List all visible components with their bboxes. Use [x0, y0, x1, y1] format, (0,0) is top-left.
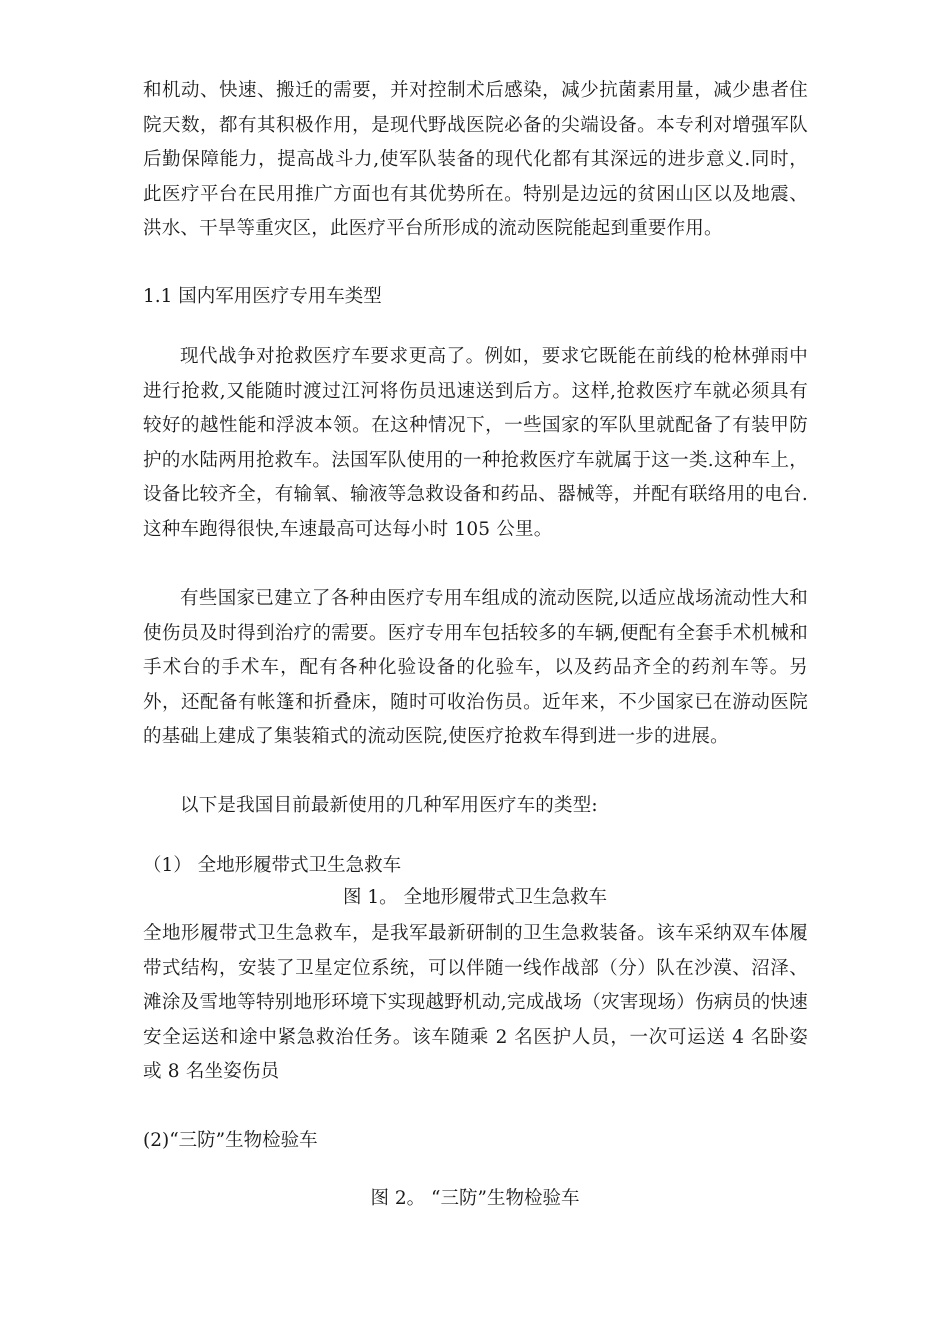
item-heading-2: (2)“三防”生物检验车: [143, 1130, 318, 1151]
paragraph-types-intro: 以下是我国目前最新使用的几种军用医疗车的类型:: [180, 795, 598, 816]
figure-caption-1: 图 1。 全地形履带式卫生急救车: [342, 887, 608, 908]
paragraph-mobile-hospital: 有些国家已建立了各种由医疗专用车组成的流动医院,以适应战场流动性大和使伤员及时得到治疗的需要。医疗专用车包括较多的车辆,便配有全套手术机械和手术台的手术车，配有各种化验设备的化验车，以及药品齐全的药剂车等。另外，还配备有帐篷和折叠床，随时可收治伤员。近年来，不少国家已在游动医院的基础上建成了集装箱式的流动医院,使医疗抢救车得到进一步的进展。: [143, 588, 808, 747]
section-heading: 1.1 国内军用医疗专用车类型: [143, 286, 382, 307]
intro-paragraph: 和机动、快速、搬迁的需要，并对控制术后感染，减少抗菌素用量，减少患者住院天数，都有其积极作用，是现代野战医院必备的尖端设备。本专利对增强军队后勤保障能力，提高战斗力,使军队装备的现代化都有其深远的进步意义.同时，此医疗平台在民用推广方面也有其优势所在。特别是边远的贫困山区以及地震、洪水、干旱等重灾区，此医疗平台所形成的流动医院能起到重要作用。: [143, 80, 808, 239]
paragraph-modern-war: 现代战争对抢救医疗车要求更高了。例如，要求它既能在前线的枪林弹雨中进行抢救,又能随时渡过江河将伤员迅速送到后方。这样,抢救医疗车就必须具有较好的越性能和浮波本领。在这种情况下，一些国家的军队里就配备了有装甲防护的水陆两用抢救车。法国军队使用的一种抢救医疗车就属于这一类.这种车上，设备比较齐全，有输氧、输液等急救设备和药品、器械等，并配有联络用的电台.这种车跑得很快,车速最高可达每小时 105 公里。: [143, 346, 808, 540]
paragraph-tracked-ambulance: 全地形履带式卫生急救车，是我军最新研制的卫生急救装备。该车采纳双车体履带式结构，安装了卫星定位系统，可以伴随一线作战部（分）队在沙漠、沼泽、滩涂及雪地等特别地形环境下实现越野机动,完成战场（灾害现场）伤病员的快速安全运送和途中紧急救治任务。该车随乘 2 名医护人员，一次可运送 4 名卧姿或 8 名坐姿伤员: [143, 923, 808, 1082]
item-heading-1: （1） 全地形履带式卫生急救车: [143, 855, 402, 876]
figure-caption-2: 图 2。 “三防”生物检验车: [370, 1188, 580, 1209]
